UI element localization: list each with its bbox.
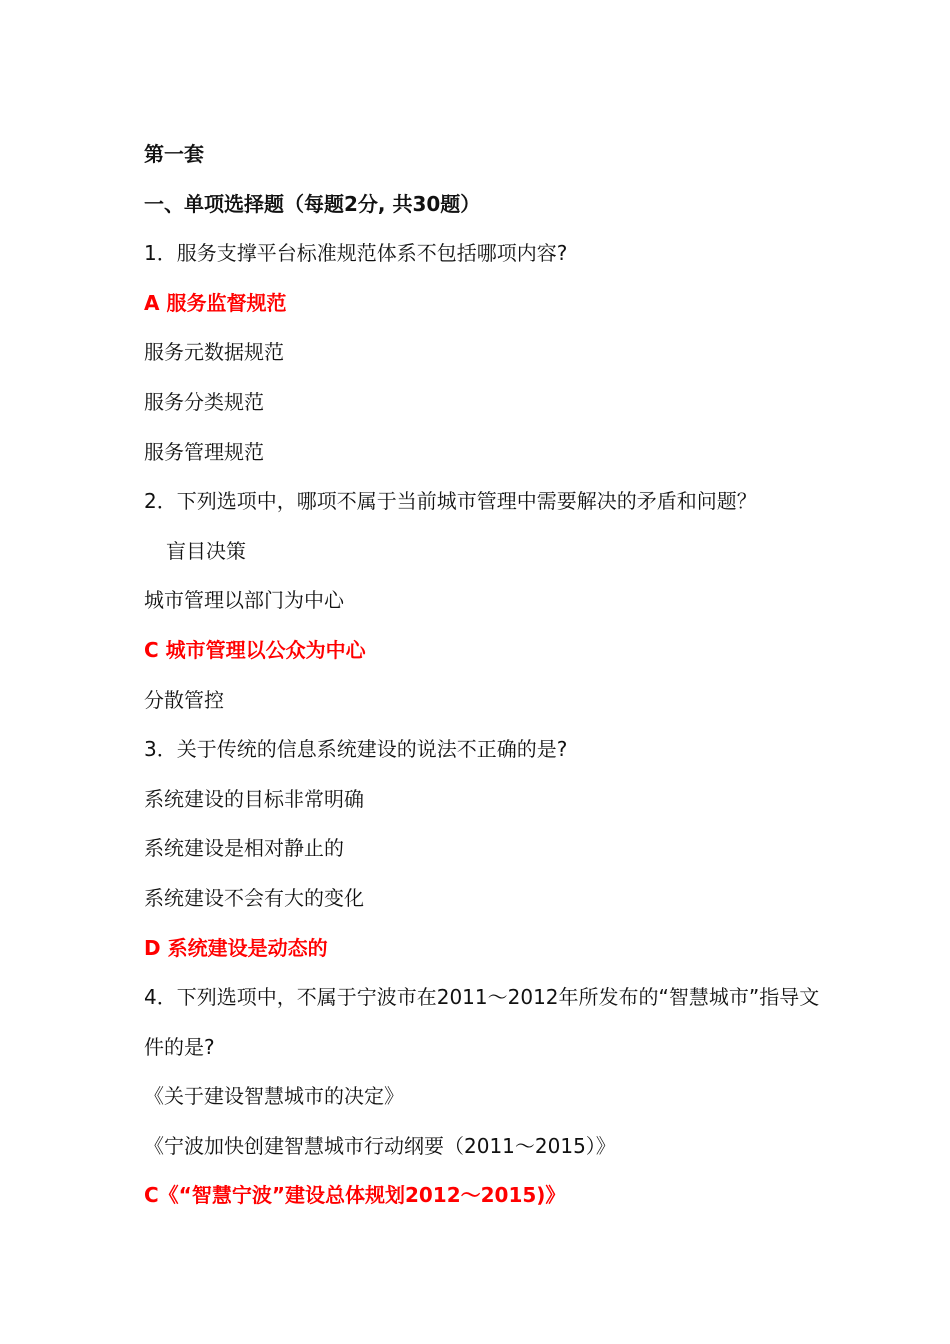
option: 《宁波加快创建智慧城市行动纲要（2011～2015）》 xyxy=(144,1133,616,1158)
answer-option: D 系统建设是动态的 xyxy=(144,935,328,960)
set-title: 第一套 xyxy=(144,142,204,166)
option: 系统建设的目标非常明确 xyxy=(144,786,364,811)
option: 《关于建设智慧城市的决定》 xyxy=(144,1084,404,1109)
option: 城市管理以部门为中心 xyxy=(144,588,344,613)
question-stem: 4．下列选项中，不属于宁波市在2011～2012年所发布的“智慧城市”指导文件的是? xyxy=(144,985,820,1059)
option: 服务元数据规范 xyxy=(144,340,284,365)
option: 系统建设是相对静止的 xyxy=(144,836,344,861)
question-stem: 2．下列选项中，哪项不属于当前城市管理中需要解决的矛盾和问题？ xyxy=(144,489,757,514)
answer-option: C 城市管理以公众为中心 xyxy=(144,637,366,662)
option: 服务管理规范 xyxy=(144,439,264,464)
option: 分散管控 xyxy=(144,687,224,712)
question-stem: 3．关于传统的信息系统建设的说法不正确的是? xyxy=(144,737,568,762)
option: 系统建设不会有大的变化 xyxy=(144,885,364,910)
section-heading: 一、单项选择题（每题2分, 共30题） xyxy=(144,191,481,216)
answer-option: C《“智慧宁波”建设总体规划2012～2015)》 xyxy=(144,1183,566,1208)
option: 服务分类规范 xyxy=(144,389,264,414)
question-stem: 1．服务支撑平台标准规范体系不包括哪项内容? xyxy=(144,241,568,266)
document-page xyxy=(144,130,844,1221)
answer-option: A 服务监督规范 xyxy=(144,290,287,315)
option: 盲目决策 xyxy=(166,538,246,563)
